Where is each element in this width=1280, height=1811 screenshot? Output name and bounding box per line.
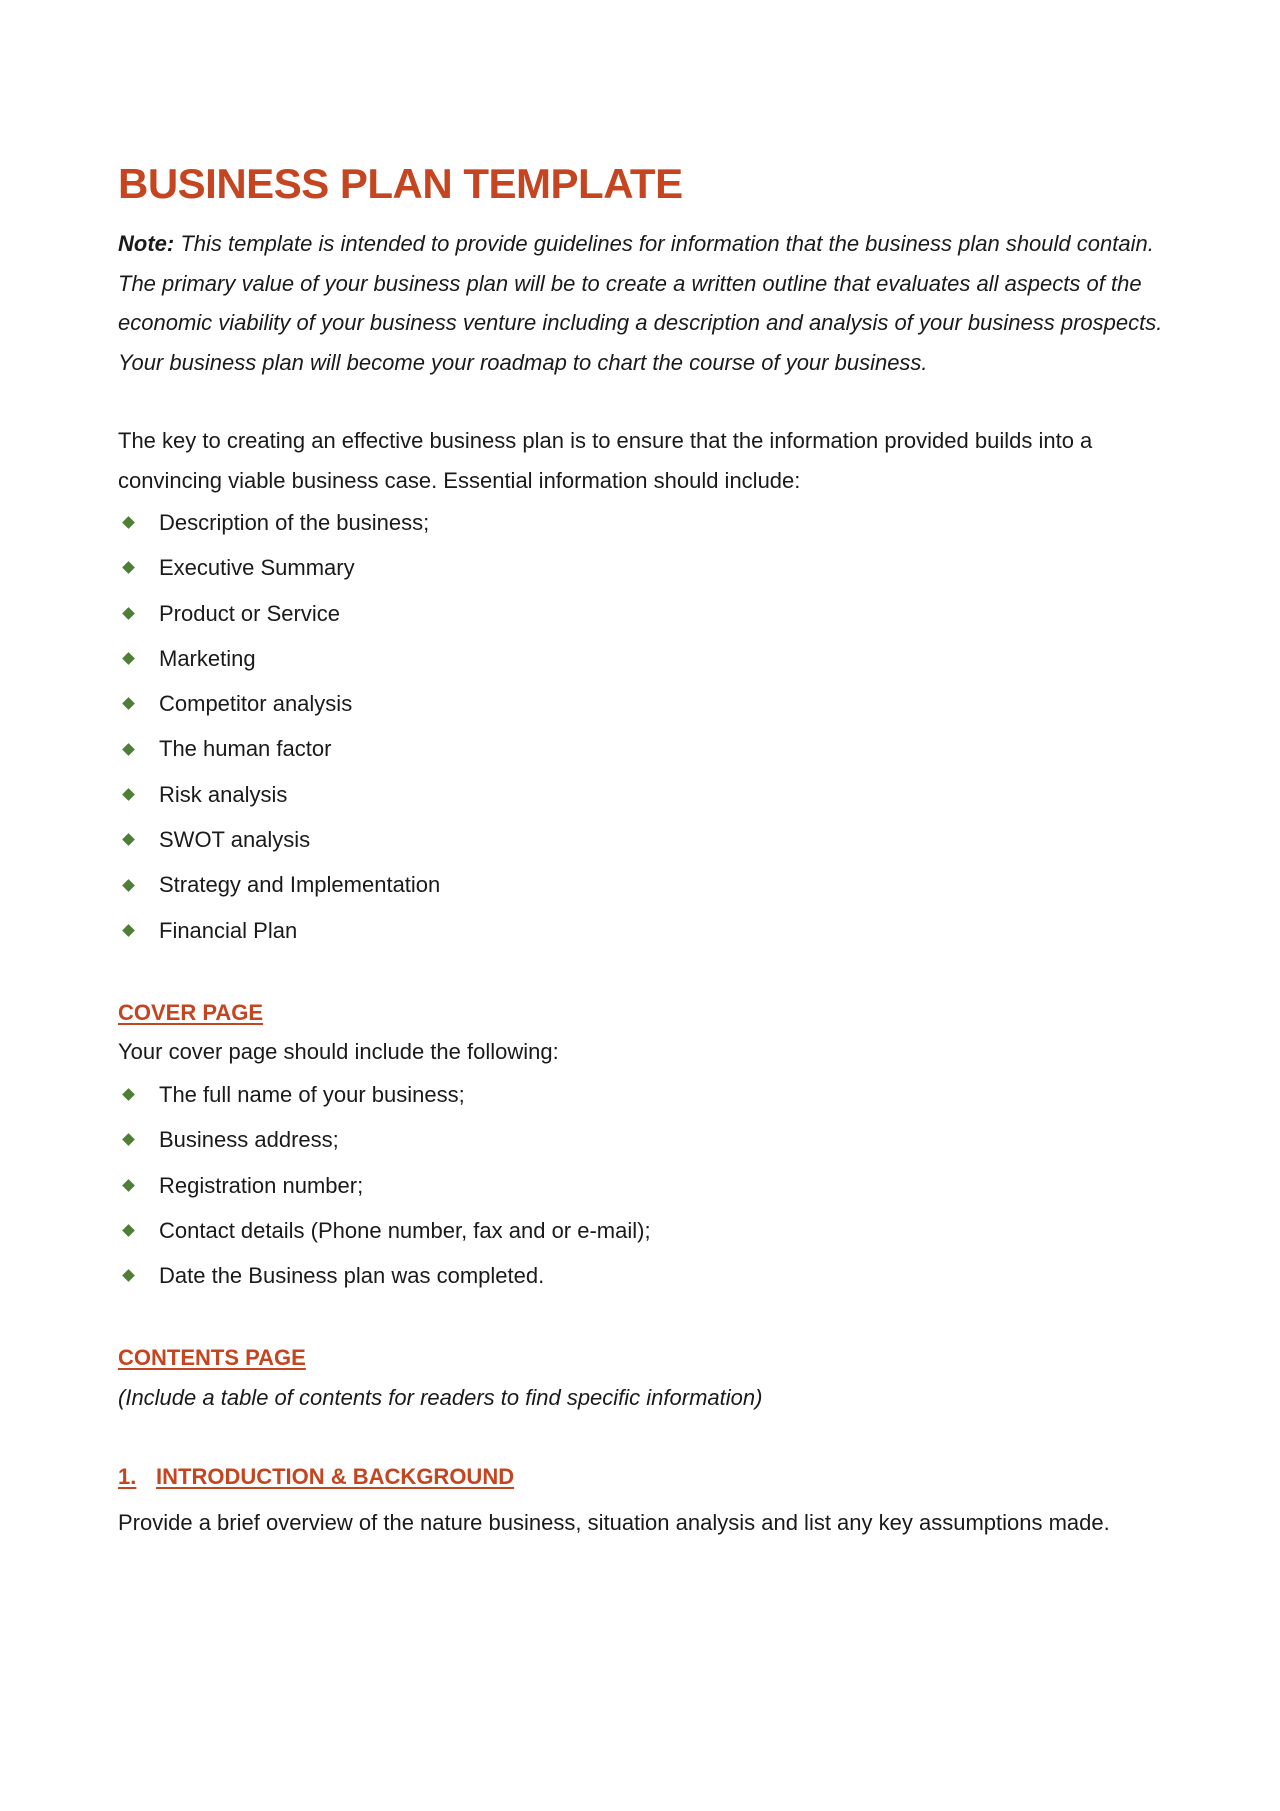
- contents-page-heading: CONTENTS PAGE: [118, 1345, 306, 1371]
- list-item: [118, 862, 1170, 907]
- diamond-bullet-icon: [122, 1088, 135, 1101]
- list-item: [118, 1208, 1170, 1253]
- diamond-bullet-icon: [122, 924, 135, 937]
- template-note: [118, 224, 1170, 382]
- list-item-text: Risk analysis: [159, 781, 288, 807]
- list-item-text: The human factor: [159, 736, 332, 762]
- cover-page-intro: Your cover page should include the following:: [118, 1039, 559, 1065]
- note-label: Note:: [118, 231, 175, 256]
- list-item-text: Registration number;: [159, 1172, 364, 1198]
- diamond-bullet-icon: [122, 788, 135, 801]
- intro-paragraph: The key to creating an effective business plan is to ensure that the information provided builds into a convincing viable business case. Essential information should include:: [118, 428, 1093, 493]
- diamond-bullet-icon: [122, 743, 135, 756]
- diamond-bullet-icon: [122, 652, 135, 665]
- contents-page-note: (Include a table of contents for readers to find specific information): [118, 1384, 763, 1410]
- list-item-text: Contact details (Phone number, fax and or e-mail);: [159, 1217, 651, 1243]
- diamond-bullet-icon: [122, 1269, 135, 1282]
- list-item-text: Product or Service: [159, 600, 340, 626]
- list-item-text: Date the Business plan was completed.: [159, 1263, 545, 1289]
- cover-page-heading: COVER PAGE: [118, 999, 264, 1025]
- list-item-text: Executive Summary: [159, 555, 355, 581]
- diamond-bullet-icon: [122, 1179, 135, 1192]
- list-item: [118, 1163, 1170, 1208]
- list-item: [118, 1072, 1170, 1117]
- diamond-bullet-icon: [122, 833, 135, 846]
- list-item-text: The full name of your business;: [159, 1081, 465, 1107]
- list-item: [118, 636, 1170, 681]
- essential-info-list: [118, 500, 1170, 953]
- diamond-bullet-icon: [122, 607, 135, 620]
- list-item-text: Description of the business;: [159, 510, 430, 535]
- list-item: [118, 772, 1170, 817]
- introduction-heading: [118, 1457, 1170, 1497]
- list-item-text: Competitor analysis: [159, 691, 353, 717]
- diamond-bullet-icon: [122, 516, 135, 529]
- list-item: [118, 908, 1170, 953]
- list-item: [118, 817, 1170, 862]
- list-item: [118, 1117, 1170, 1162]
- list-item-text: Financial Plan: [159, 917, 298, 943]
- list-item-text: Strategy and Implementation: [159, 872, 441, 898]
- list-item: [118, 726, 1170, 771]
- section-number: 1.: [118, 1464, 137, 1490]
- diamond-bullet-icon: [122, 1224, 135, 1237]
- list-item-text: Marketing: [159, 645, 256, 671]
- cover-page-list: [118, 1072, 1170, 1298]
- list-item: [118, 681, 1170, 726]
- diamond-bullet-icon: [122, 697, 135, 710]
- list-item: [118, 1253, 1170, 1298]
- list-item: [118, 500, 1170, 545]
- diamond-bullet-icon: [122, 879, 135, 892]
- list-item-text: SWOT analysis: [159, 827, 311, 853]
- note-text: This template is intended to provide guidelines for information that the business plan should contain. The primary value of your business plan will be to create a written outline that evaluates all aspects of the economic viability of your business venture including a description and analysis of your business prospects. Your business plan will become your roadmap to chart the course of your business.: [118, 231, 1163, 375]
- list-item: [118, 545, 1170, 590]
- diamond-bullet-icon: [122, 562, 135, 575]
- diamond-bullet-icon: [122, 1134, 135, 1147]
- list-item: [118, 591, 1170, 636]
- document-title: BUSINESS PLAN TEMPLATE: [118, 160, 683, 207]
- section-title: INTRODUCTION & BACKGROUND: [156, 1464, 515, 1490]
- list-item-text: Business address;: [159, 1127, 339, 1153]
- introduction-body: Provide a brief overview of the nature business, situation analysis and list any key assumptions made.: [118, 1509, 1110, 1535]
